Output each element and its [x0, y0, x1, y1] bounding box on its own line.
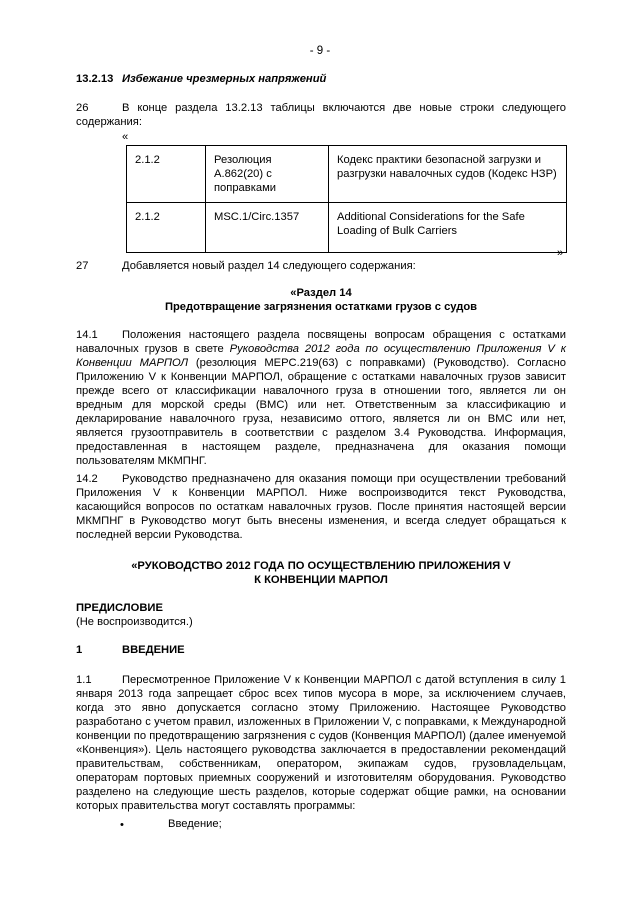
paragraph-14-1-text: Положения настоящего раздела посвящены вопросам обращения с остатками навалочных грузов в свете Руководства 2012 года по осуществлению Приложения V к Конвенции МАРПОЛ (резолюция MEPC.219(63) с поправками) (Руководство). Согласно Приложению V к Конвенции МАРПОЛ, обращение с остатками навалочных грузов зависит прежде всего от классификации навалочного груза в отношении того, является ли он вредным для морской среды (ВМС) или нет. Ответственным за классификацию и декларирование навалочного груза, независимо оттого, является ли он ВМС или нет, является грузоотправитель в соответствии с разделом 3.4 Руководства. Информация, предоставленная в настоящем разделе, предназначена для оказания помощи пользователям МКМПНГ.	[76, 329, 566, 467]
amendment-table	[126, 145, 567, 253]
preface-note: (Не воспроизводится.)	[76, 616, 193, 628]
intro-heading: ВВЕДЕНИЕ	[122, 644, 185, 656]
paragraph-14-2-text: Руководство предназначено для оказания помощи при осуществлении требований Приложения V к Конвенции МАРПОЛ. Ниже воспроизводится текст Руководства, касающийся вопросов по остаткам навалочных грузов. После принятия настоящей версии МКМПНГ в Руководство могут быть внесены изменения, и всегда следует обращаться к последней версии Руководства.	[76, 473, 566, 541]
paragraph-1-1-text: Пересмотренное Приложение V к Конвенции МАРПОЛ с датой вступления в силу 1 января 2013 года запрещает сброс всех типов мусора в море, за исключением случаев, когда это явно допускается согласно этому Приложению. Настоящее Руководство разработано с учетом правил, изложенных в Приложении V, с поправками, к Международной конвенции по предотвращению загрязнения с судов (Конвенция МАРПОЛ) (далее именуемой «Конвенция»). Цель настоящего руководства заключается в предоставлении рекомендаций правительствам, собственникам, оператором, экипажам судов, грузовладельцам, операторам портовых приемных сооружений и изготовителям оборудования. Руководство разделено на следующие шесть разделов, которые содержат общие рамки, на основании которых правительства могут составлять программы:	[76, 674, 566, 812]
open-quote: «	[122, 131, 129, 143]
close-quote: »	[557, 247, 564, 259]
table-cell: Резолюция A.862(20) с поправками	[206, 146, 329, 203]
paragraph-number-14-2: 14.2	[76, 473, 98, 485]
bullet-icon: •	[120, 819, 124, 831]
table-cell: MSC.1/Circ.1357	[206, 203, 329, 253]
preface-heading: ПРЕДИСЛОВИЕ	[76, 602, 163, 614]
section-14-heading: «Раздел 14	[290, 287, 352, 299]
paragraph-27-text: Добавляется новый раздел 14 следующего содержания:	[122, 260, 416, 272]
section-title: Избежание чрезмерных напряжений	[122, 73, 327, 85]
paragraph-number-27: 27	[76, 260, 89, 272]
table-cell: Additional Considerations for the Safe Loading of Bulk Carriers	[329, 203, 567, 253]
guidelines-title-line2: К КОНВЕНЦИИ МАРПОЛ	[254, 574, 388, 586]
table-row	[127, 146, 567, 203]
table-cell: Кодекс практики безопасной загрузки и разгрузки навалочных судов (Кодекс НЗР)	[329, 146, 567, 203]
paragraph-26-text: В конце раздела 13.2.13 таблицы включаются две новые строки следующего содержания:	[76, 102, 566, 128]
paragraph-number-1-1: 1.1	[76, 674, 92, 686]
page-number: - 9 -	[309, 45, 331, 57]
table-row	[127, 203, 567, 253]
section-14-title: Предотвращение загрязнения остатками грузов с судов	[164, 301, 478, 313]
bullet-item: Введение;	[168, 818, 222, 830]
table-cell: 2.1.2	[127, 146, 206, 203]
section-number: 13.2.13	[76, 73, 114, 85]
guidelines-title-line1: «РУКОВОДСТВО 2012 ГОДА ПО ОСУЩЕСТВЛЕНИЮ ПРИЛОЖЕНИЯ V	[131, 560, 511, 572]
paragraph-number-14-1: 14.1	[76, 329, 98, 341]
paragraph-number-26: 26	[76, 102, 89, 114]
intro-number: 1	[76, 644, 83, 656]
table-cell: 2.1.2	[127, 203, 206, 253]
